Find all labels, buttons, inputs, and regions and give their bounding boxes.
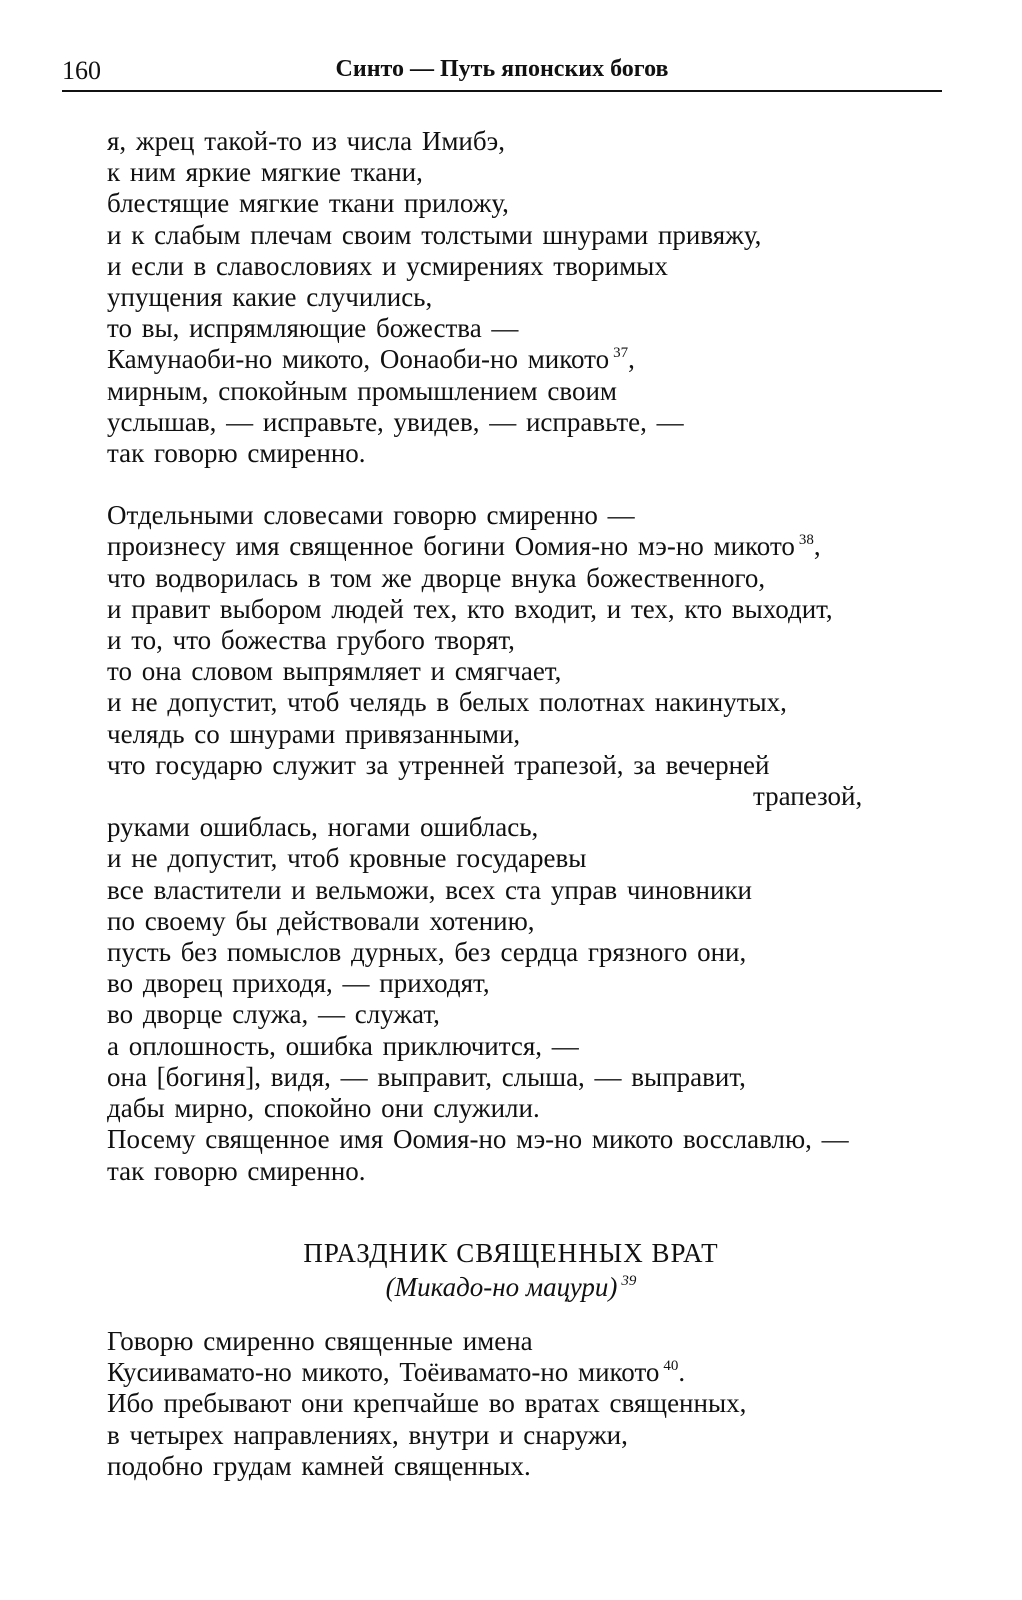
verse-text: так говорю смиренно.: [107, 438, 366, 469]
verse-text: Говорю смиренно священные имена: [107, 1326, 533, 1356]
verse-text: что водворилась в том же дворце внука божественного,: [107, 562, 766, 593]
verse-text: и правит выбором людей тех, кто входит, и тех, кто выходит,: [107, 593, 833, 624]
poem-body: [107, 126, 967, 1187]
verse-text: по своему бы действовали хотению,: [107, 905, 535, 936]
verse-text: Кусиивамато-но микото, Тоёивамато-но микото: [107, 1357, 660, 1388]
verse-text: пусть без помыслов дурных, без сердца грязного они,: [107, 937, 747, 968]
verse-text: руками ошиблась, ногами ошиблась,: [107, 812, 539, 843]
verse-text: блестящие мягкие ткани приложу,: [107, 188, 509, 219]
verse-text: трапезой,: [753, 781, 863, 812]
verse-line: [107, 781, 967, 812]
verse-text: Камунаоби-но микото, Оонаоби-но микото: [107, 344, 610, 375]
verse-line: [107, 1031, 967, 1062]
stanza: [107, 1326, 967, 1482]
verse-line: [107, 1062, 967, 1093]
verse-line: [107, 1326, 967, 1357]
verse-line: [107, 126, 967, 157]
verse-text: подобно грудам камней священных.: [107, 1450, 531, 1481]
verse-text: Отдельными словесами говорю смиренно —: [107, 500, 635, 531]
footnote-ref: 38: [798, 532, 814, 549]
verse-line: [107, 282, 967, 313]
verse-line: [107, 1124, 967, 1155]
verse-text: к ним яркие мягкие ткани,: [107, 157, 423, 188]
verse-line: [107, 251, 967, 282]
verse-text: во дворец приходя, — приходят,: [107, 968, 490, 999]
stanza: [107, 126, 967, 469]
verse-line: [107, 750, 967, 781]
verse-line: [107, 625, 967, 656]
verse-text: челядь со шнурами привязанными,: [107, 718, 521, 749]
section-subheading: [0, 1272, 1022, 1303]
stanza-gap: [107, 469, 967, 500]
page-number: 160: [62, 56, 101, 85]
verse-text: во дворце служа, — служат,: [107, 999, 440, 1030]
verse-line: [107, 687, 967, 718]
footnote-ref: 40: [663, 1358, 679, 1375]
verse-line: [107, 220, 967, 251]
poem-body-section: [107, 1326, 967, 1482]
verse-text: и к слабым плечам своим толстыми шнурами привяжу,: [107, 219, 762, 250]
verse-line: [107, 1420, 967, 1451]
verse-line: [107, 407, 967, 438]
verse-line: [107, 531, 967, 562]
verse-line: [107, 719, 967, 750]
verse-line: [107, 999, 967, 1030]
verse-line: [107, 157, 967, 188]
verse-line: [107, 594, 967, 625]
verse-text: Ибо пребывают они крепчайше во вратах священных,: [107, 1388, 747, 1419]
verse-text: то вы, испрямляющие божества —: [107, 313, 519, 344]
verse-line: [107, 656, 967, 687]
verse-line: [107, 1156, 967, 1187]
verse-line: [107, 875, 967, 906]
verse-text: в четырех направлениях, внутри и снаружи,: [107, 1419, 628, 1450]
verse-line: [107, 812, 967, 843]
verse-punctuation: ,: [813, 531, 821, 562]
verse-line: [107, 376, 967, 407]
stanza: [107, 500, 967, 1186]
verse-line: [107, 438, 967, 469]
verse-punctuation: .: [678, 1357, 686, 1388]
verse-text: все властители и вельможи, всех ста управ чиновники: [107, 874, 753, 905]
verse-line: [107, 1357, 967, 1388]
verse-line: [107, 1093, 967, 1124]
verse-text: дабы мирно, спокойно они служили.: [107, 1093, 540, 1124]
section-heading: ПРАЗДНИК СВЯЩЕННЫХ ВРАТ: [303, 1238, 719, 1268]
verse-text: она [богиня], видя, — выправит, слыша, — выправит,: [107, 1061, 746, 1092]
verse-line: [107, 906, 967, 937]
section-subheading-text: (Микадо-но мацури): [385, 1272, 618, 1302]
verse-text: то она словом выпрямляет и смягчает,: [107, 656, 562, 687]
verse-text: и если в славословиях и усмирениях творимых: [107, 250, 668, 281]
verse-line: [107, 188, 967, 219]
verse-text: и не допустит, чтоб кровные государевы: [107, 843, 587, 874]
verse-text: упущения какие случились,: [107, 282, 433, 313]
verse-text: я, жрец такой-то из числа Имибэ,: [107, 126, 505, 156]
footnote-ref: 39: [621, 1273, 637, 1289]
verse-line: [107, 313, 967, 344]
verse-line: [107, 843, 967, 874]
verse-line: [107, 500, 967, 531]
verse-line: [107, 968, 967, 999]
verse-text: мирным, спокойным промышлением своим: [107, 375, 617, 406]
footnote-ref: 37: [613, 345, 629, 362]
verse-line: [107, 937, 967, 968]
verse-text: а оплошность, ошибка приключится, —: [107, 1030, 579, 1061]
verse-text: и не допустит, чтоб челядь в белых полотнах накинутых,: [107, 687, 787, 718]
verse-punctuation: ,: [628, 344, 635, 375]
verse-text: услышав, — исправьте, увидев, — исправьте, —: [107, 406, 684, 437]
verse-text: что государю служит за утренней трапезой, за вечерней: [107, 749, 770, 780]
verse-text: так говорю смиренно.: [107, 1155, 366, 1186]
running-title: Синто — Путь японских богов: [335, 56, 669, 82]
verse-line: [107, 1388, 967, 1419]
page-header: [62, 56, 942, 92]
verse-line: [107, 1451, 967, 1482]
verse-line: [107, 344, 967, 375]
verse-text: произнесу имя священное богини Оомия-но мэ-но микото: [107, 531, 795, 562]
verse-line: [107, 563, 967, 594]
verse-text: Посему священное имя Оомия-но мэ-но микото восславлю, —: [107, 1124, 849, 1155]
verse-text: и то, что божества грубого творят,: [107, 625, 515, 656]
